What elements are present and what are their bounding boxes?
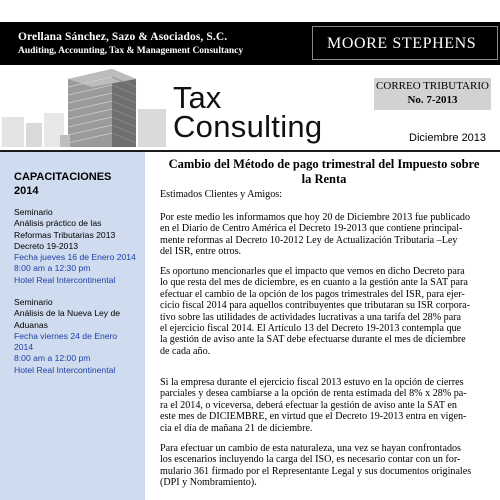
article-title-line1: Cambio del Método de pago trimestral del Impuesto sobre — [168, 157, 480, 171]
seminar-title-line: Reformas Tributarias 2013 — [14, 229, 116, 240]
paragraph-line: ra el 2014, o viceversa, deberá efectuar la gestión de aviso ante la SAT en — [160, 399, 457, 411]
paragraph-line: Por este medio les informamos que hoy 20 de Diciembre 2013 fue publicado — [160, 212, 471, 223]
banner-title-line2: Consulting — [173, 109, 323, 144]
paragraph-line: de cada año. — [160, 345, 211, 357]
seminar-title-line: Decreto 19-2013 — [14, 240, 79, 251]
sidebar-heading — [14, 170, 142, 198]
article-paragraph — [160, 212, 490, 258]
seminar-item — [14, 207, 144, 286]
article-paragraph — [160, 443, 490, 489]
seminar-title-line: Análisis práctico de las — [14, 218, 102, 229]
paragraph-line: cicio fiscal 2014 para aquellos contribuyentes que tributaran su ISR corpora- — [160, 300, 471, 312]
brand-name: MOORE STEPHENS — [327, 35, 477, 52]
seminar-time: 8:00 am a 12:30 pm — [14, 263, 91, 274]
paragraph-line: la gestión de aviso ante la SAT debe efectuarse durante el mes de diciembre — [160, 334, 466, 346]
paragraph-line: los escenarios incluyendo la carga del ISO, es necesario contar con un for- — [160, 454, 461, 466]
seminar-item — [14, 297, 144, 376]
building-image — [0, 65, 168, 147]
sidebar-heading-line2: 2014 — [14, 185, 39, 197]
paragraph-line: este mes de DICIEMBRE, en virtud que el Decreto 19-2013 entra en vigen- — [160, 411, 467, 423]
seminar-date: 2014 — [14, 342, 34, 353]
seminar-venue: Hotel Real Intercontinental — [14, 274, 116, 285]
seminar-time: 8:00 am a 12:00 pm — [14, 353, 91, 364]
article-greeting: Estimados Clientes y Amigos: — [160, 189, 282, 200]
seminar-venue: Hotel Real Intercontinental — [14, 364, 116, 375]
seminar-date: Fecha jueves 16 de Enero 2014 — [14, 252, 136, 263]
paragraph-line: tivo sobre las utilidades de actividades lucrativas a una tarifa del 28% para — [160, 311, 462, 323]
issue-date: Diciembre 2013 — [409, 132, 487, 144]
firm-name: Orellana Sánchez, Sazo & Asociados, S.C. — [18, 31, 228, 43]
paragraph-line: mulario 361 firmado por el Representante Legal y sus documentos originales — [160, 465, 472, 477]
paragraph-line: del ISR, entre otros. — [160, 246, 242, 258]
bulletin-name: CORREO TRIBUTARIO — [376, 80, 489, 92]
seminar-title-line: Aduanas — [14, 319, 48, 330]
paragraph-line: (DPI y Nombramiento). — [160, 477, 257, 489]
bulletin-number: No. 7-2013 — [407, 94, 458, 106]
firm-tagline: Auditing, Accounting, Tax & Management Consultancy — [18, 46, 244, 56]
sidebar-heading-line1: CAPACITACIONES — [14, 171, 112, 183]
paragraph-line: Si la empresa durante el ejercicio fiscal 2013 estuvo en la opción de cierres — [160, 377, 464, 388]
seminar-title-line: Análisis de la Nueva Ley de — [14, 308, 121, 319]
paragraph-line: efectuar el cambio de la opción de los pagos trimestrales del ISR, para ejer- — [160, 288, 465, 300]
brand-logo — [312, 26, 498, 60]
seminar-label: Seminario — [14, 207, 53, 217]
article-title — [160, 157, 488, 186]
paragraph-line: el ejercicio fiscal 2014. El Artículo 13 del Decreto 19-2013 contempla que — [160, 323, 462, 335]
bulletin-box — [374, 78, 491, 110]
paragraph-line: parciales y desea cambiarse a la opción de renta estimada del 8% x 28% pa- — [160, 388, 467, 400]
paragraph-line: Para efectuar un cambio de esta naturaleza, una vez se hayan confrontados — [160, 443, 461, 454]
paragraph-line: mente reformas al Decreto 10-2012 Ley de Actualización Tributaria –Ley — [160, 234, 458, 246]
seminar-date: Fecha viernes 24 de Enero — [14, 330, 118, 341]
article-paragraph — [160, 266, 490, 357]
paragraph-line: en el Diario de Centro América el Decreto 19-2013 que contiene principal- — [160, 223, 463, 235]
paragraph-line: lo que resta del mes de diciembre, es en cuanto a la gestión ante la SAT para — [160, 277, 468, 289]
article-title-line2: la Renta — [301, 171, 347, 186]
paragraph-line: cia el día de mañana 21 de diciembre. — [160, 422, 313, 434]
banner-title-line1: Tax — [173, 80, 222, 115]
seminar-label: Seminario — [14, 297, 53, 307]
paragraph-line: Es oportuno mencionarles que el impacto que vemos en dicho Decreto para — [160, 266, 465, 277]
article-paragraph — [160, 377, 490, 434]
